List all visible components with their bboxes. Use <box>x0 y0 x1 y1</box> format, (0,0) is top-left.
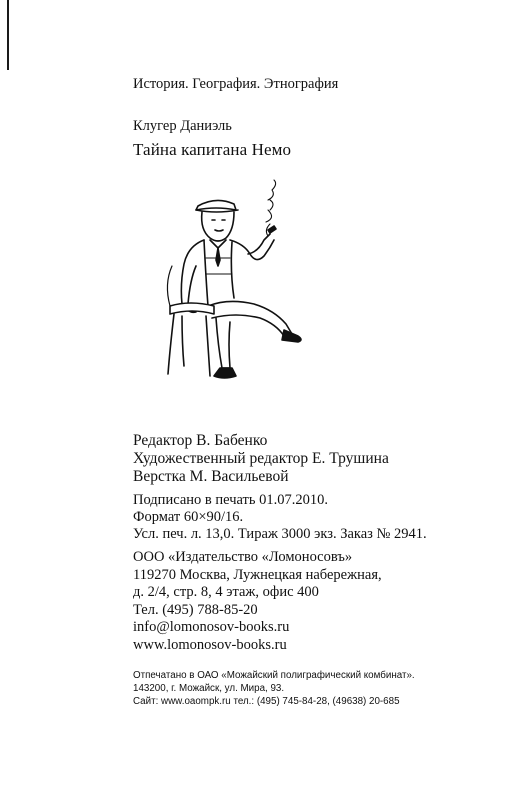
art-editor-line: Художественный редактор Е. Трушина <box>133 450 389 467</box>
printer-contacts: Сайт: www.oaompk.ru тел.: (495) 745-84-28, (49638) 20-685 <box>133 696 400 707</box>
smoking-man-sketch-icon <box>160 178 320 393</box>
print-info-block <box>133 492 427 543</box>
publisher-address-1: 119270 Москва, Лужнецкая набережная, <box>133 566 382 583</box>
format-line: Формат 60×90/16. <box>133 509 244 525</box>
publisher-address-2: д. 2/4, стр. 8, 4 этаж, офис 400 <box>133 584 319 600</box>
book-title: Тайна капитана Немо <box>133 140 292 159</box>
publisher-phone: Тел. (495) 788-85-20 <box>133 601 258 618</box>
publisher-name: ООО «Издательство «Ломоносовъ» <box>133 549 353 565</box>
printer-address: 143200, г. Можайск, ул. Мира, 93. <box>133 683 285 694</box>
credits-block <box>133 432 389 486</box>
editor-line: Редактор В. Бабенко <box>133 432 268 449</box>
print-run-line: Усл. печ. л. 13,0. Тираж 3000 экз. Заказ № 2941. <box>133 526 427 542</box>
category-line: История. География. Этнография <box>133 76 339 92</box>
publisher-website: www.lomonosov-books.ru <box>133 636 287 653</box>
author-name: Клугер Даниэль <box>133 118 232 134</box>
printer-block <box>133 669 415 708</box>
printer-name: Отпечатано в ОАО «Можайский полиграфический комбинат». <box>133 670 415 681</box>
publisher-block <box>133 549 382 654</box>
page-edge-line <box>7 0 9 70</box>
signed-date-line: Подписано в печать 01.07.2010. <box>133 492 328 508</box>
layout-line: Верстка М. Васильевой <box>133 468 289 485</box>
publisher-email: info@lomonosov-books.ru <box>133 619 290 635</box>
